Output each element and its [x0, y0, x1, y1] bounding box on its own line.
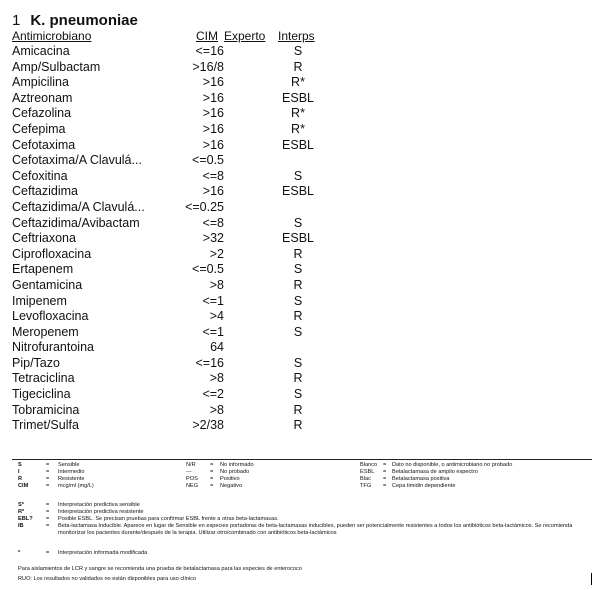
legend-desc: Positivo — [220, 476, 240, 482]
interpretation: R — [293, 402, 303, 417]
legend-equals: = — [210, 483, 214, 489]
note-desc: Interpretación predictiva sensible — [58, 502, 140, 508]
legend-equals: = — [46, 483, 50, 489]
note-row — [0, 523, 594, 537]
cim-value: <=1 — [202, 293, 224, 308]
legend-desc: No informado — [220, 462, 254, 468]
legend-equals: = — [383, 469, 387, 475]
cim-value: >8 — [209, 277, 224, 292]
antimicrobial-name: Amicacina — [12, 44, 70, 58]
interpretation: S — [293, 262, 303, 277]
organism-name: K. pneumoniae — [30, 12, 138, 29]
table-row — [0, 356, 594, 372]
interpretation: S — [293, 215, 303, 230]
note-equals: = — [46, 509, 50, 515]
note-row — [0, 516, 594, 523]
table-row — [0, 325, 594, 341]
cim-value: >2 — [209, 246, 224, 261]
legend-row — [0, 462, 594, 469]
table-row — [0, 247, 594, 263]
legend-equals: = — [210, 476, 214, 482]
cim-value: <=16 — [195, 355, 224, 370]
antimicrobial-name: Cefepima — [12, 121, 66, 136]
legend-desc: Sensible — [58, 462, 80, 468]
note-key: R* — [18, 509, 25, 515]
legend-key: Blac — [360, 476, 371, 482]
interpretation: ESBL — [282, 184, 314, 199]
cim-value: >2/38 — [192, 418, 224, 433]
table-row — [0, 294, 594, 310]
antimicrobial-name: Pip/Tazo — [12, 355, 60, 370]
section-divider — [12, 459, 592, 460]
legend-row — [0, 469, 594, 476]
cim-value: 64 — [210, 340, 224, 355]
report-title — [12, 12, 138, 29]
footer-note-csf: Para aislamientos de LCR y sangre se recomienda una prueba de betalactamasa para las especies de enterococo — [18, 566, 302, 572]
legend-equals: = — [383, 462, 387, 468]
interpretation: R — [293, 246, 303, 261]
note-equals: = — [46, 516, 50, 522]
abbreviation-legend — [0, 462, 594, 490]
interpretation: S — [293, 355, 303, 370]
cim-value: >16 — [202, 184, 224, 199]
header-antimicrobial: Antimicrobiano — [12, 29, 92, 43]
antimicrobial-name: Nitrofurantoina — [12, 340, 94, 355]
legend-desc: Cepa timidin dependiente — [392, 483, 456, 489]
table-row — [0, 340, 594, 356]
table-row — [0, 278, 594, 294]
legend-key: I — [18, 469, 20, 475]
table-row — [0, 138, 594, 154]
table-row — [0, 44, 594, 60]
legend-desc: mcg/ml (mg/L) — [58, 483, 94, 489]
interpretation: R — [293, 59, 303, 74]
interpretation-notes — [0, 502, 594, 537]
interpretation: R — [293, 309, 303, 324]
antimicrobial-name: Amp/Sulbactam — [12, 59, 101, 74]
note-key: EBL? — [18, 516, 33, 522]
legend-equals: = — [46, 476, 50, 482]
note-desc: Interpretación predictiva resistente — [58, 509, 144, 515]
legend-desc: Betalactamasa de amplio espectro — [392, 469, 478, 475]
cim-value: >16 — [202, 137, 224, 152]
table-row — [0, 75, 594, 91]
cim-value: <=0.5 — [192, 153, 224, 168]
legend-key: R — [18, 476, 23, 482]
legend-desc: Resistente — [58, 476, 85, 482]
table-row — [0, 153, 594, 169]
table-row — [0, 418, 594, 434]
table-row — [0, 184, 594, 200]
interpretation: S — [293, 324, 303, 339]
antimicrobial-name: Gentamicina — [12, 277, 83, 292]
legend-desc: Negativo — [220, 483, 243, 489]
interpretation: S — [293, 168, 303, 183]
legend-equals: = — [210, 469, 214, 475]
table-row — [0, 91, 594, 107]
legend-row — [0, 483, 594, 490]
interpretation: S — [293, 387, 303, 402]
table-row — [0, 231, 594, 247]
antimicrobial-name: Ceftazidima/Avibactam — [12, 215, 140, 230]
antimicrobial-name: Trimet/Sulfa — [12, 418, 79, 433]
susceptibility-table — [0, 44, 594, 434]
antimicrobial-name: Cefotaxima — [12, 137, 76, 152]
cim-value: <=2 — [202, 387, 224, 402]
cim-value: >8 — [209, 371, 224, 386]
table-row — [0, 387, 594, 403]
table-row — [0, 122, 594, 138]
antimicrobial-name: Ciprofloxacina — [12, 246, 92, 261]
cim-value: <=8 — [202, 215, 224, 230]
note-key: * — [18, 550, 21, 556]
legend-key: --- — [186, 469, 192, 475]
note-desc: Posible ESBL. Se precisan pruebas para confirmar ESBL frente a otras beta-lactamasas. — [58, 516, 279, 522]
cim-value: >4 — [209, 309, 224, 324]
cim-value: >16 — [202, 75, 224, 90]
legend-key: CIM — [18, 483, 29, 489]
table-row — [0, 371, 594, 387]
header-expert: Experto — [224, 29, 266, 43]
legend-key: N/R — [186, 462, 196, 468]
legend-equals: = — [383, 476, 387, 482]
table-row — [0, 169, 594, 185]
text-cursor-mark — [591, 573, 592, 585]
legend-desc: No probado — [220, 469, 250, 475]
cim-value: <=1 — [202, 324, 224, 339]
interpretation: R* — [291, 75, 305, 90]
legend-key: Blanco — [360, 462, 378, 468]
table-row — [0, 262, 594, 278]
interpretation: ESBL — [282, 231, 314, 246]
header-interps: Interps — [278, 29, 315, 43]
interpretation: R — [293, 277, 303, 292]
legend-desc: Intermedio — [58, 469, 85, 475]
cim-value: >8 — [209, 402, 224, 417]
antimicrobial-name: Ceftazidima/A Clavulá... — [12, 199, 145, 214]
antimicrobial-name: Meropenem — [12, 324, 79, 339]
interpretation: ESBL — [282, 137, 314, 152]
legend-equals: = — [46, 469, 50, 475]
footer-note-ruo: RUO: Los resultados no validados no están disponibles para uso clínico — [18, 576, 197, 582]
antimicrobial-name: Aztreonam — [12, 90, 73, 105]
note-key: IB — [18, 523, 24, 529]
interpretation: S — [293, 293, 303, 308]
legend-key: TFG — [360, 483, 372, 489]
legend-key: NEG — [186, 483, 199, 489]
antimicrobial-name: Cefoxitina — [12, 168, 68, 183]
cim-value: >32 — [202, 231, 224, 246]
interpretation: R — [293, 371, 303, 386]
antimicrobial-name: Ertapenem — [12, 262, 74, 277]
antimicrobial-name: Tigeciclina — [12, 387, 71, 402]
legend-equals: = — [383, 483, 387, 489]
note-key: S* — [18, 502, 24, 508]
note-desc: Interpretación informada modificada — [58, 550, 148, 556]
header-cim: CIM — [196, 29, 218, 43]
note-row — [0, 509, 594, 516]
note-row — [0, 502, 594, 509]
antimicrobial-name: Imipenem — [12, 293, 67, 308]
legend-desc: Betalactamasa positiva — [392, 476, 450, 482]
cim-value: >16/8 — [192, 59, 224, 74]
legend-desc: Dato no disponible, o antimicrobiano no probado — [392, 462, 513, 468]
antimicrobial-name: Ceftriaxona — [12, 231, 76, 246]
antimicrobial-name: Ceftazidima — [12, 184, 78, 199]
antimicrobial-name: Cefazolina — [12, 106, 72, 121]
antimicrobial-name: Tetraciclina — [12, 371, 75, 386]
interpretation: S — [293, 44, 303, 58]
legend-key: ESBL — [360, 469, 375, 475]
cim-value: <=16 — [195, 44, 224, 58]
interpretation: R* — [291, 106, 305, 121]
cim-value: <=0.5 — [192, 262, 224, 277]
table-row — [0, 216, 594, 232]
antimicrobial-name: Cefotaxima/A Clavulá... — [12, 153, 142, 168]
note-equals: = — [46, 502, 50, 508]
interpretation: R — [293, 418, 303, 433]
interpretation: R* — [291, 121, 305, 136]
cim-value: >16 — [202, 106, 224, 121]
legend-key: S — [18, 462, 22, 468]
legend-equals: = — [210, 462, 214, 468]
cim-value: <=8 — [202, 168, 224, 183]
cim-value: <=0.25 — [185, 199, 224, 214]
table-row — [0, 60, 594, 76]
table-row — [0, 106, 594, 122]
table-row — [0, 309, 594, 325]
legend-equals: = — [46, 462, 50, 468]
table-row — [0, 200, 594, 216]
legend-key: POS — [186, 476, 198, 482]
table-row — [0, 403, 594, 419]
antimicrobial-name: Ampicilina — [12, 75, 69, 90]
cim-value: >16 — [202, 121, 224, 136]
legend-row — [0, 476, 594, 483]
note-equals: = — [46, 523, 50, 529]
antimicrobial-name: Tobramicina — [12, 402, 80, 417]
isolate-number: 1 — [12, 12, 21, 29]
note-desc: Beta-lactamasa Inducible. Aparece en lugar de Sensible en especies portadoras de beta-lactamasas inducibles, pueden ser potencialmente resistentes a todos los antibióticos beta-lactámicos. Se recomienda monitorizar los pacientes durante/después de la terapia. Utilizar otro/combinado con antibióticos beta-lactámicos — [58, 523, 573, 536]
antimicrobial-name: Levofloxacina — [12, 309, 89, 324]
note-equals: = — [46, 550, 50, 556]
cim-value: >16 — [202, 90, 224, 105]
interpretation: ESBL — [282, 90, 314, 105]
